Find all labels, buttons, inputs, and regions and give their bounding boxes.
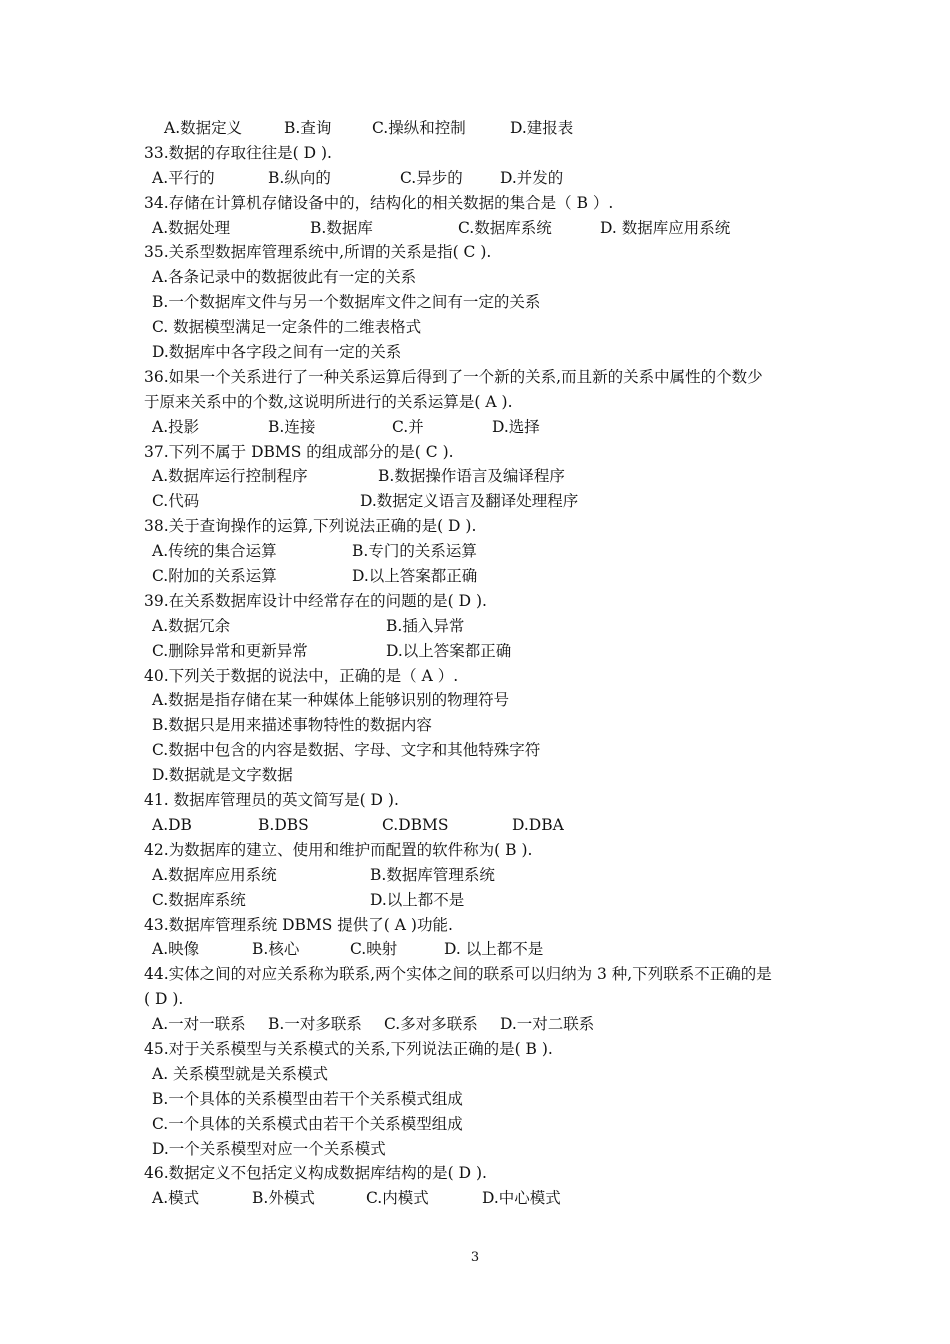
option-item: C.数据库系统 — [152, 890, 246, 909]
option-item: A.模式 — [152, 1189, 200, 1208]
option-item: C.数据库系统 — [458, 218, 552, 237]
option-item: A.投影 — [152, 417, 200, 436]
option-line: D.数据就是文字数据 — [152, 766, 293, 785]
question-line: 45.对于关系模型与关系模式的关系,下列说法正确的是( B ). — [144, 1039, 553, 1058]
page-number: 3 — [470, 1250, 480, 1265]
option-item: D.一对二联系 — [500, 1015, 595, 1034]
option-item: B.纵向的 — [268, 168, 331, 187]
question-line: 37.下列不属于 DBMS 的组成部分的是( C ). — [144, 442, 454, 461]
question-list — [144, 116, 824, 1211]
option-line: D.一个关系模型对应一个关系模式 — [152, 1139, 386, 1158]
options-row — [144, 489, 824, 514]
question-line: 46.数据定义不包括定义构成数据库结构的是( D ). — [144, 1164, 487, 1183]
question-line: 33.数据的存取往往是( D ). — [144, 143, 332, 162]
options-row — [144, 216, 824, 241]
question-line: 35.关系型数据库管理系统中,所谓的关系是指( C ). — [144, 243, 492, 262]
question-line: ( D ). — [144, 990, 184, 1009]
option-item: D.中心模式 — [482, 1189, 561, 1208]
options-row — [144, 415, 824, 440]
option-item: D. 以上都不是 — [444, 940, 544, 959]
option-line: A. 关系模型就是关系模式 — [152, 1064, 329, 1083]
option-item: A.映像 — [152, 940, 200, 959]
option-item: C.附加的关系运算 — [152, 567, 277, 586]
options-row — [144, 539, 824, 564]
question-line: 38.关于查询操作的运算,下列说法正确的是( D ). — [144, 517, 477, 536]
question-line: 39.在关系数据库设计中经常存在的问题的是( D ). — [144, 591, 487, 610]
option-line: B.一个具体的关系模型由若干个关系模式组成 — [152, 1089, 463, 1108]
option-line: A.各条记录中的数据彼此有一定的关系 — [152, 268, 417, 287]
option-line: A.数据是指存储在某一种媒体上能够识别的物理符号 — [152, 691, 510, 710]
option-item: A.数据定义 — [164, 119, 243, 137]
option-item: D.以上答案都正确 — [352, 567, 478, 586]
option-item: B.外模式 — [252, 1189, 315, 1208]
option-item: D. 数据库应用系统 — [600, 218, 731, 237]
options-row — [144, 639, 824, 664]
option-item: D.以上答案都正确 — [386, 641, 512, 660]
option-item: C.异步的 — [400, 168, 463, 187]
option-item: D.并发的 — [500, 168, 564, 187]
option-line: C.一个具体的关系模式由若干个关系模型组成 — [152, 1114, 463, 1133]
question-line: 于原来关系中的个数,这说明所进行的关系运算是( A ). — [144, 392, 513, 411]
question-line: 34.存储在计算机存储设备中的，结构化的相关数据的集合是（ B ）. — [144, 193, 614, 212]
option-item: C.代码 — [152, 492, 200, 511]
options-row — [144, 863, 824, 888]
option-item: B.专门的关系运算 — [352, 542, 477, 561]
options-row — [144, 888, 824, 913]
option-item: A.一对一联系 — [152, 1015, 246, 1034]
option-line: D.数据库中各字段之间有一定的关系 — [152, 343, 402, 362]
option-item: A.数据处理 — [152, 218, 231, 237]
question-line: 44.实体之间的对应关系称为联系,两个实体之间的联系可以归纳为 3 种,下列联系不正确的是 — [144, 965, 772, 984]
option-item: B.一对多联系 — [268, 1015, 362, 1034]
option-item: A.数据库运行控制程序 — [152, 467, 308, 486]
option-item: C.DBMS — [382, 815, 449, 834]
option-item: D.数据定义语言及翻译处理程序 — [360, 492, 579, 511]
question-line: 42.为数据库的建立、使用和维护而配置的软件称为( B ). — [144, 840, 533, 859]
option-item: B.核心 — [252, 940, 300, 959]
option-item: C.操纵和控制 — [372, 119, 466, 137]
option-item: A.数据冗余 — [152, 616, 231, 635]
options-row — [144, 166, 824, 191]
option-item: B.数据库管理系统 — [370, 865, 495, 884]
question-line: 40.下列关于数据的说法中，正确的是（ A ）. — [144, 666, 459, 685]
option-item: C.内模式 — [366, 1189, 429, 1208]
option-line: B.一个数据库文件与另一个数据库文件之间有一定的关系 — [152, 293, 541, 312]
question-line: 43.数据库管理系统 DBMS 提供了( A )功能. — [144, 915, 453, 934]
options-row — [144, 116, 824, 141]
options-row — [144, 614, 824, 639]
option-item: B.数据操作语言及编译程序 — [378, 467, 565, 486]
option-item: D.DBA — [512, 815, 564, 834]
option-item: D.选择 — [492, 417, 540, 436]
options-row — [144, 1186, 824, 1211]
option-item: A.传统的集合运算 — [152, 542, 277, 561]
option-item: B.插入异常 — [386, 616, 465, 635]
option-item: C.映射 — [350, 940, 398, 959]
option-line: C. 数据模型满足一定条件的二维表格式 — [152, 318, 422, 337]
option-line: C.数据中包含的内容是数据、字母、文字和其他特殊字符 — [152, 741, 541, 760]
options-row — [144, 813, 824, 838]
option-item: D.以上都不是 — [370, 890, 465, 909]
option-item: A.DB — [152, 815, 192, 834]
options-row — [144, 464, 824, 489]
options-row — [144, 1012, 824, 1037]
question-line: 41. 数据库管理员的英文简写是( D ). — [144, 791, 399, 810]
option-item: B.查询 — [284, 119, 332, 137]
option-item: B.数据库 — [310, 218, 373, 237]
option-item: A.平行的 — [152, 168, 215, 187]
option-item: C.并 — [392, 417, 424, 436]
option-item: C.删除异常和更新异常 — [152, 641, 308, 660]
options-row — [144, 937, 824, 962]
option-line: B.数据只是用来描述事物特性的数据内容 — [152, 716, 432, 735]
question-line: 36.如果一个关系进行了一种关系运算后得到了一个新的关系,而且新的关系中属性的个数少 — [144, 367, 763, 386]
options-row — [144, 564, 824, 589]
option-item: C.多对多联系 — [384, 1015, 478, 1034]
option-item: D.建报表 — [510, 119, 574, 137]
option-item: B.连接 — [268, 417, 316, 436]
option-item: A.数据库应用系统 — [152, 865, 277, 884]
option-item: B.DBS — [258, 815, 309, 834]
